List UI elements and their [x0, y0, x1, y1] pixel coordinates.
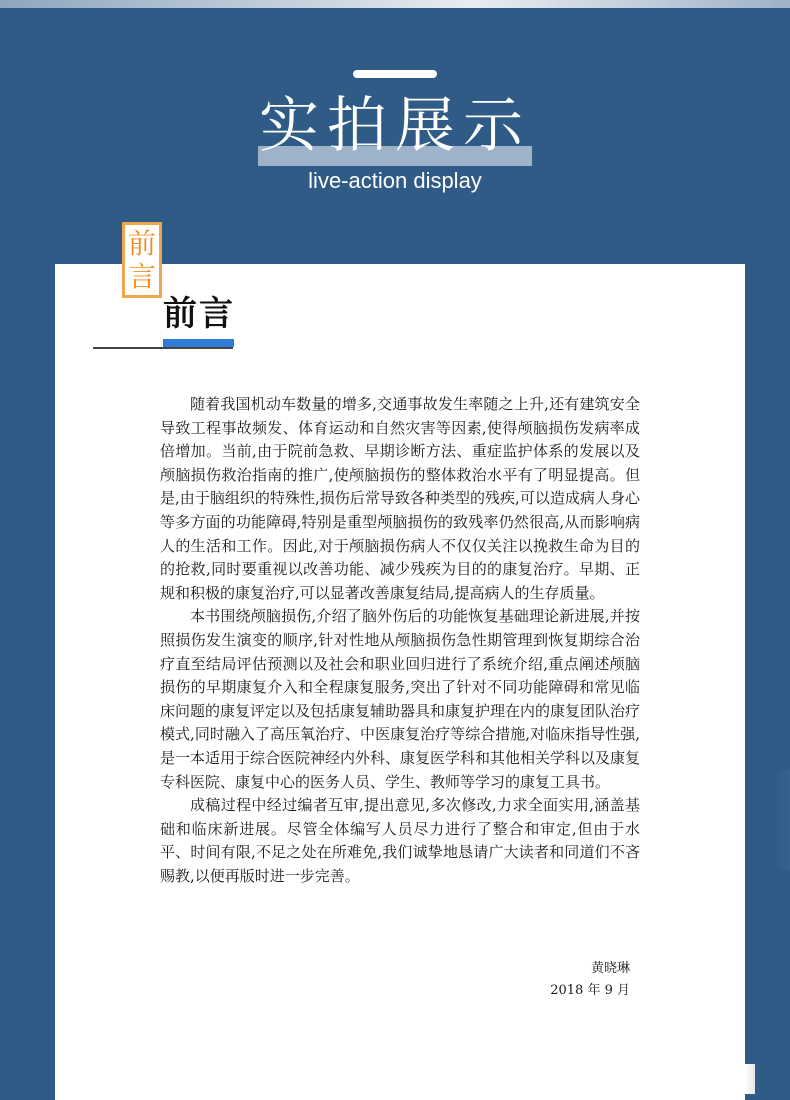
preface-tag [122, 222, 162, 298]
header-accent-bar [353, 70, 437, 78]
page-edge-shadow [745, 1064, 755, 1094]
preface-tag-char-2: 言 [127, 260, 156, 293]
paragraph: 随着我国机动车数量的增多,交通事故发生率随之上升,还有建筑安全导致工程事故频发、体育运动和自然灾害等因素,使得颅脑损伤发病率成倍增加。当前,由于院前急救、早期诊断方法、重症监护体系的发展以及颅脑损伤救治指南的推广,使颅脑损伤的整体救治水平有了明显提高。但是,由于脑组织的特殊性,损伤后常导致各种类型的残疾,可以造成病人身心等多方面的功能障碍,特别是重型颅脑损伤的致残率仍然很高,从而影响病人的生活和工作。因此,对于颅脑损伤病人不仅仅关注以挽救生命为目的的抢救,同时要重视以改善功能、减少残疾为目的的康复治疗。早期、正规和积极的康复治疗,可以显著改善康复结局,提高病人的生存质量。 [160, 395, 640, 602]
top-decorative-strip [0, 0, 790, 8]
page-subtitle: live-action display [308, 168, 482, 193]
preface-body [160, 393, 640, 888]
document-heading: 前言 [163, 294, 235, 334]
signature-block [440, 958, 630, 1002]
right-edge-decoration [775, 770, 790, 870]
page-title: 实拍展示 [259, 91, 531, 161]
heading-blue-accent [163, 339, 234, 347]
preface-tag-char-1: 前 [127, 227, 156, 260]
author-name: 黄晓琳 [590, 961, 630, 976]
paragraph: 本书围绕颅脑损伤,介绍了脑外伤后的功能恢复基础理论新进展,并按照损伤发生演变的顺序,针对性地从颅脑损伤急性期管理到恢复期综合治疗直至结局评估预测以及社会和职业回归进行了系统介绍,重点阐述颅脑损伤的早期康复介入和全程康复服务,突出了针对不同功能障碍和常见临床问题的康复评定以及包括康复辅助器具和康复护理在内的康复团队治疗模式,同时融入了高压氧治疗、中医康复治疗等综合措施,对临床指导性强,是一本适用于综合医院神经内外科、康复医学科和其他相关学科以及康复专科医院、康复中心的医务人员、学生、教师等学习的康复工具书。 [160, 607, 641, 791]
signature-date: 2018 年 9 月 [550, 983, 630, 998]
paragraph: 成稿过程中经过编者互审,提出意见,多次修改,力求全面实用,涵盖基础和临床新进展。尽管全体编写人员尽力进行了整合和审定,但由于水平、时间有限,不足之处在所难免,我们诚挚地恳请广大读者和同道们不吝赐教,以便再版时进一步完善。 [160, 796, 640, 885]
heading-underline [93, 347, 233, 349]
